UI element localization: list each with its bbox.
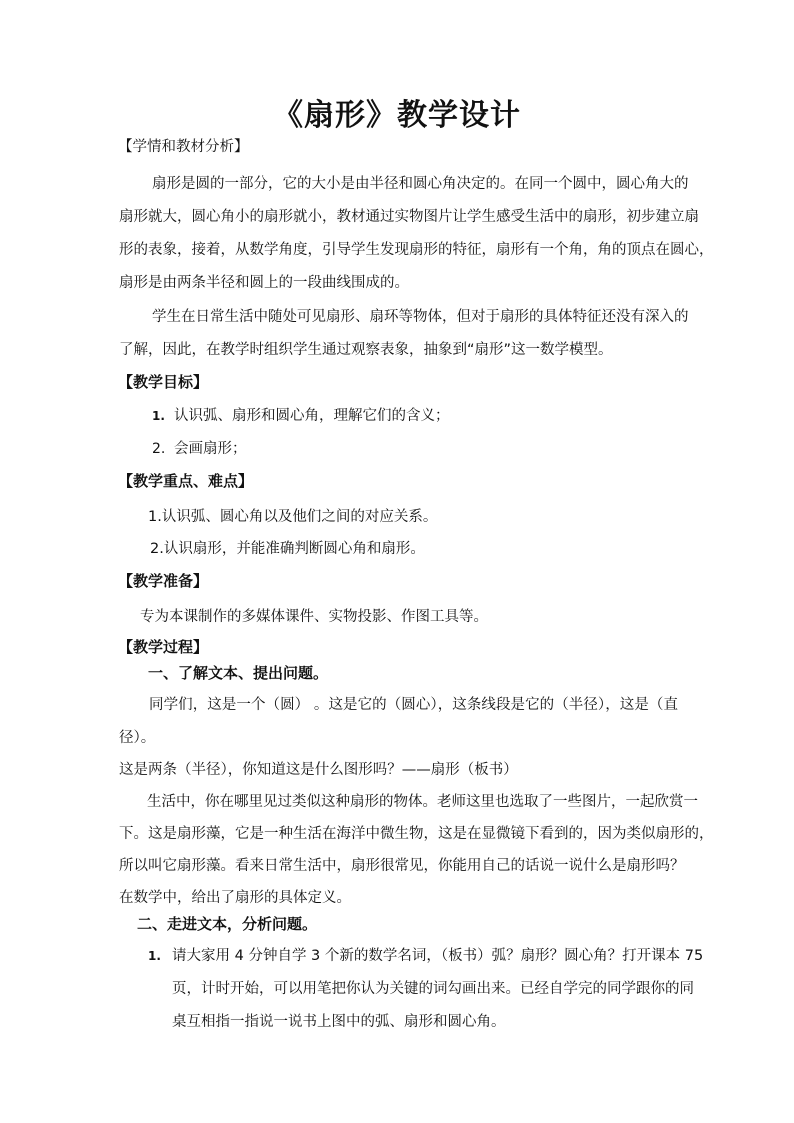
section-heading-objectives: 【教学目标】 [118, 373, 209, 391]
paragraph-line: 扇形就大，圆心角小的扇形就小，教材通过实物图片让学生感受生活中的扇形，初步建立扇 [119, 209, 699, 225]
section-heading-key-points: 【教学重点、难点】 [118, 472, 254, 490]
list-item-number: 1. [152, 409, 165, 423]
paragraph-line: 专为本课制作的多媒体课件、实物投影、作图工具等。 [140, 609, 488, 625]
list-item-text: 会画扇形； [174, 441, 247, 457]
section-heading-preparation: 【教学准备】 [118, 572, 209, 590]
section-heading-analysis: 【学情和教材分析】 [118, 139, 249, 155]
list-item: 2.认识扇形，并能准确判断圆心角和扇形。 [150, 541, 425, 557]
paragraph-line: 下。这是扇形藻，它是一种生活在海洋中微生物，这是在显微镜下看到的，因为类似扇形的， [119, 826, 714, 842]
paragraph-line: 了解，因此，在教学时组织学生通过观察表象，抽象到“扇形”这一数学模型。 [119, 342, 613, 358]
list-item [152, 439, 247, 459]
paragraph-line: 学生在日常生活中随处可见扇形、扇环等物体，但对于扇形的具体特征还没有深入的 [152, 309, 689, 325]
subsection-heading: 一、了解文本、提出问题。 [148, 664, 329, 682]
subsection-heading: 二、走进文本，分析问题。 [137, 915, 318, 933]
list-item-text: 桌互相指一指说一说书上图中的弧、扇形和圆心角。 [172, 1014, 506, 1030]
list-item-number: 1. [148, 949, 161, 963]
paragraph-line: 同学们，这是一个（圆） 。这是它的（圆心），这条线段是它的（半径），这是（直 [149, 697, 678, 713]
page-title: 《扇形》教学设计 [273, 98, 521, 133]
section-heading-process: 【教学过程】 [118, 638, 209, 656]
paragraph-line: 所以叫它扇形藻。看来日常生活中，扇形很常见，你能用自己的话说一说什么是扇形吗？ [119, 858, 685, 874]
list-item [152, 406, 450, 426]
list-item-text: 认识弧、扇形和圆心角，理解它们的含义； [174, 408, 450, 424]
paragraph-line: 径）。 [119, 730, 156, 746]
paragraph-line: 扇形是圆的一部分，它的大小是由半径和圆心角决定的。在同一个圆中，圆心角大的 [152, 176, 689, 192]
paragraph-line: 扇形是由两条半径和圆上的一段曲线围成的。 [119, 275, 409, 291]
paragraph-line: 形的表象，接着，从数学角度，引导学生发现扇形的特征，扇形有一个角，角的顶点在圆心， [119, 242, 714, 258]
paragraph-line: 生活中，你在哪里见过类似这种扇形的物体。老师这里也选取了一些图片，一起欣赏一 [147, 794, 698, 810]
list-item-number: 2. [152, 441, 166, 457]
paragraph-line: 这是两条（半径），你知道这是什么图形吗？——扇形（板书） [119, 762, 518, 778]
list-item-text: 页，计时开始，可以用笔把你认为关键的词勾画出来。已经自学完的同学跟你的同 [172, 981, 694, 997]
paragraph-line: 在数学中，给出了扇形的具体定义。 [119, 890, 351, 906]
list-item: 1.认识弧、圆心角以及他们之间的对应关系。 [148, 509, 438, 525]
list-item-text: 请大家用 4 分钟自学 3 个新的数学名词，（板书）弧？扇形？圆心角？打开课本 75 [172, 948, 704, 964]
